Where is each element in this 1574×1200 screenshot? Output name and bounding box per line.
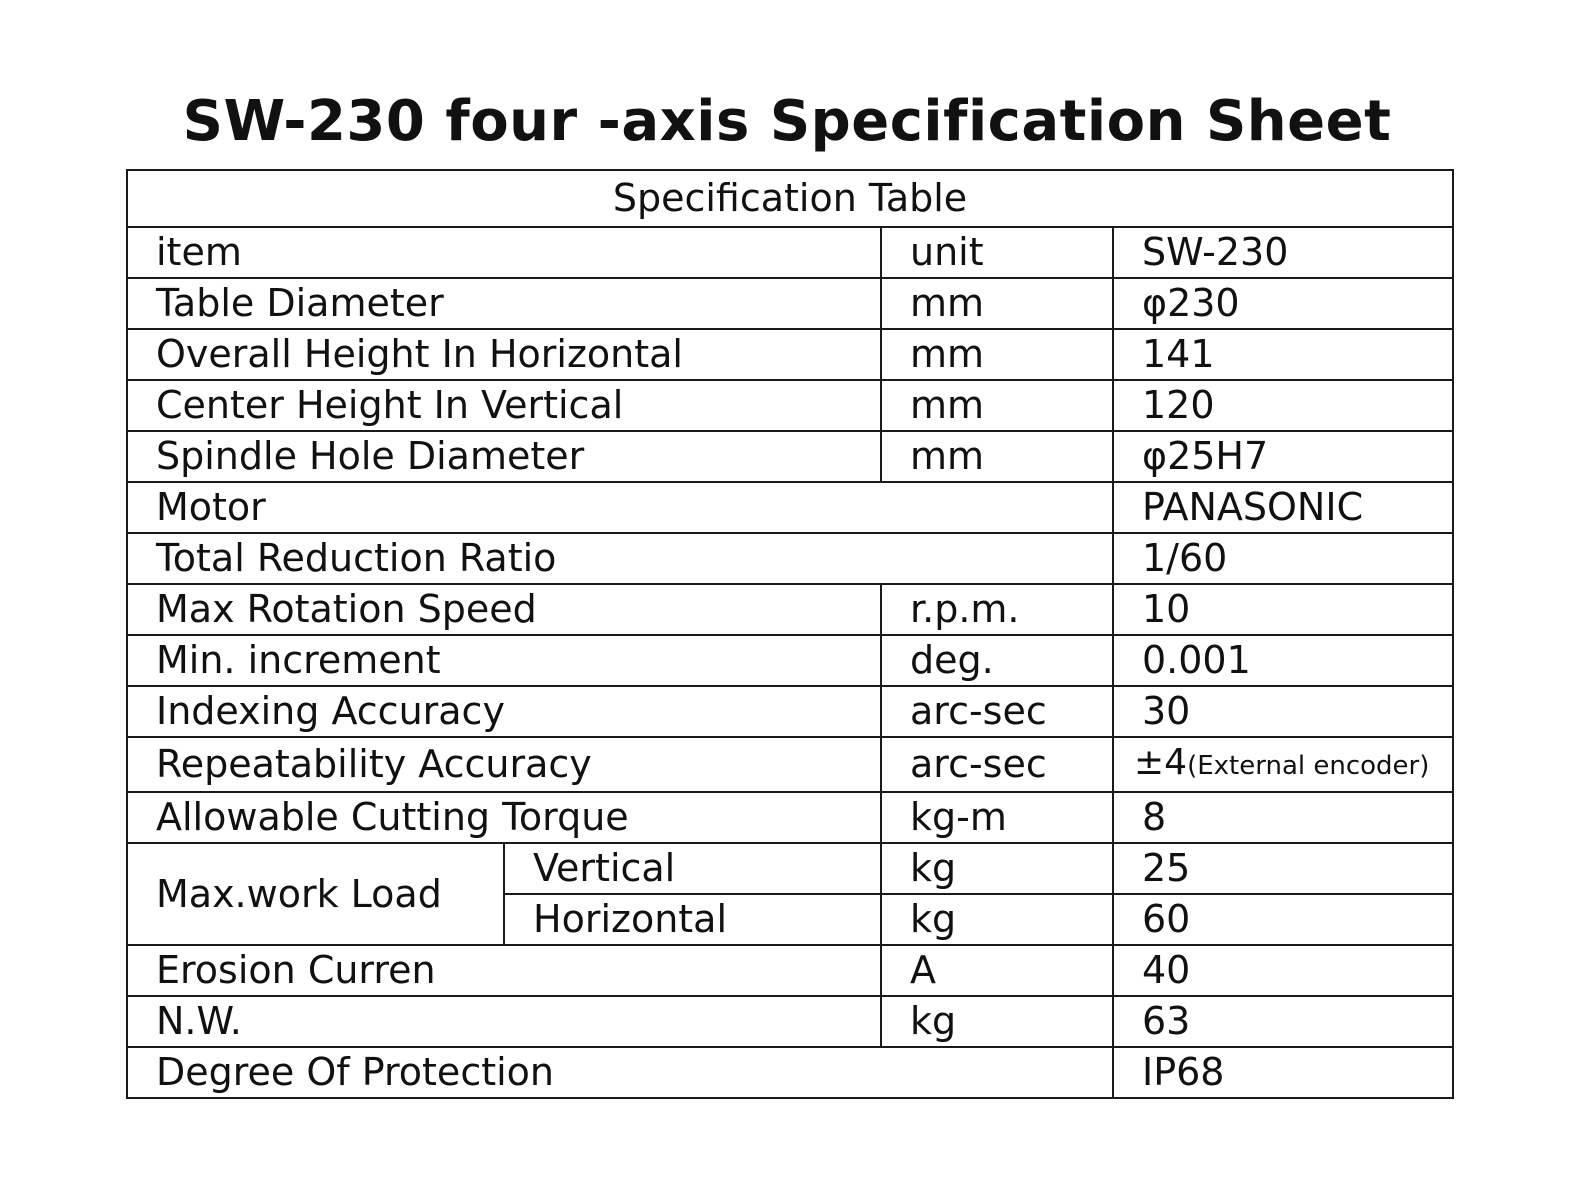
row-value: 30 bbox=[1113, 686, 1453, 737]
row-value-number: ±4 bbox=[1134, 742, 1188, 783]
row-value: 25 bbox=[1113, 843, 1453, 894]
header-model: SW-230 bbox=[1113, 227, 1453, 278]
row-value: φ25H7 bbox=[1113, 431, 1453, 482]
table-row bbox=[127, 635, 1453, 686]
row-unit: mm bbox=[881, 380, 1113, 431]
row-value-note: (External encoder) bbox=[1187, 751, 1430, 781]
table-row bbox=[127, 533, 1453, 584]
table-row bbox=[127, 584, 1453, 635]
row-item: Total Reduction Ratio bbox=[127, 533, 1113, 584]
row-unit: kg-m bbox=[881, 792, 1113, 843]
row-value: 10 bbox=[1113, 584, 1453, 635]
specification-table bbox=[126, 169, 1454, 1099]
row-item: Overall Height In Horizontal bbox=[127, 329, 881, 380]
header-unit: unit bbox=[881, 227, 1113, 278]
row-value: IP68 bbox=[1113, 1047, 1453, 1098]
table-row bbox=[127, 996, 1453, 1047]
row-unit: mm bbox=[881, 278, 1113, 329]
table-row bbox=[127, 380, 1453, 431]
table-caption-row bbox=[127, 170, 1453, 227]
row-unit: kg bbox=[881, 894, 1113, 945]
row-value: φ230 bbox=[1113, 278, 1453, 329]
row-value: 141 bbox=[1113, 329, 1453, 380]
row-unit: kg bbox=[881, 996, 1113, 1047]
row-unit: mm bbox=[881, 329, 1113, 380]
row-item: Indexing Accuracy bbox=[127, 686, 881, 737]
table-header-row bbox=[127, 227, 1453, 278]
row-unit: kg bbox=[881, 843, 1113, 894]
row-item: Min. increment bbox=[127, 635, 881, 686]
row-item: N.W. bbox=[127, 996, 881, 1047]
work-load-item: Max.work Load bbox=[127, 843, 504, 945]
row-value: 1/60 bbox=[1113, 533, 1453, 584]
row-value: 0.001 bbox=[1113, 635, 1453, 686]
row-value: 120 bbox=[1113, 380, 1453, 431]
page-title: SW-230 four -axis Specification Sheet bbox=[182, 89, 1392, 154]
row-item: Repeatability Accuracy bbox=[127, 737, 881, 792]
row-value bbox=[1113, 737, 1453, 792]
table-caption: Specification Table bbox=[127, 170, 1453, 227]
row-unit: mm bbox=[881, 431, 1113, 482]
table-row bbox=[127, 431, 1453, 482]
row-item: Degree Of Protection bbox=[127, 1047, 1113, 1098]
row-item: Center Height In Vertical bbox=[127, 380, 881, 431]
row-unit: arc-sec bbox=[881, 686, 1113, 737]
row-unit: arc-sec bbox=[881, 737, 1113, 792]
row-item: Motor bbox=[127, 482, 1113, 533]
row-unit: A bbox=[881, 945, 1113, 996]
table-row bbox=[127, 843, 1453, 894]
row-item: Allowable Cutting Torque bbox=[127, 792, 881, 843]
row-item: Erosion Curren bbox=[127, 945, 881, 996]
row-unit: deg. bbox=[881, 635, 1113, 686]
header-item: item bbox=[127, 227, 881, 278]
row-item: Spindle Hole Diameter bbox=[127, 431, 881, 482]
table-row bbox=[127, 278, 1453, 329]
row-item: Table Diameter bbox=[127, 278, 881, 329]
work-load-sub-label: Vertical bbox=[504, 843, 881, 894]
table-row bbox=[127, 329, 1453, 380]
table-row bbox=[127, 686, 1453, 737]
table-row bbox=[127, 482, 1453, 533]
row-item: Max Rotation Speed bbox=[127, 584, 881, 635]
row-value: 8 bbox=[1113, 792, 1453, 843]
table-row bbox=[127, 1047, 1453, 1098]
work-load-sub-label: Horizontal bbox=[504, 894, 881, 945]
table-row bbox=[127, 945, 1453, 996]
row-value: 63 bbox=[1113, 996, 1453, 1047]
table-row bbox=[127, 737, 1453, 792]
row-value: PANASONIC bbox=[1113, 482, 1453, 533]
table-row bbox=[127, 792, 1453, 843]
row-value: 40 bbox=[1113, 945, 1453, 996]
row-value: 60 bbox=[1113, 894, 1453, 945]
row-unit: r.p.m. bbox=[881, 584, 1113, 635]
